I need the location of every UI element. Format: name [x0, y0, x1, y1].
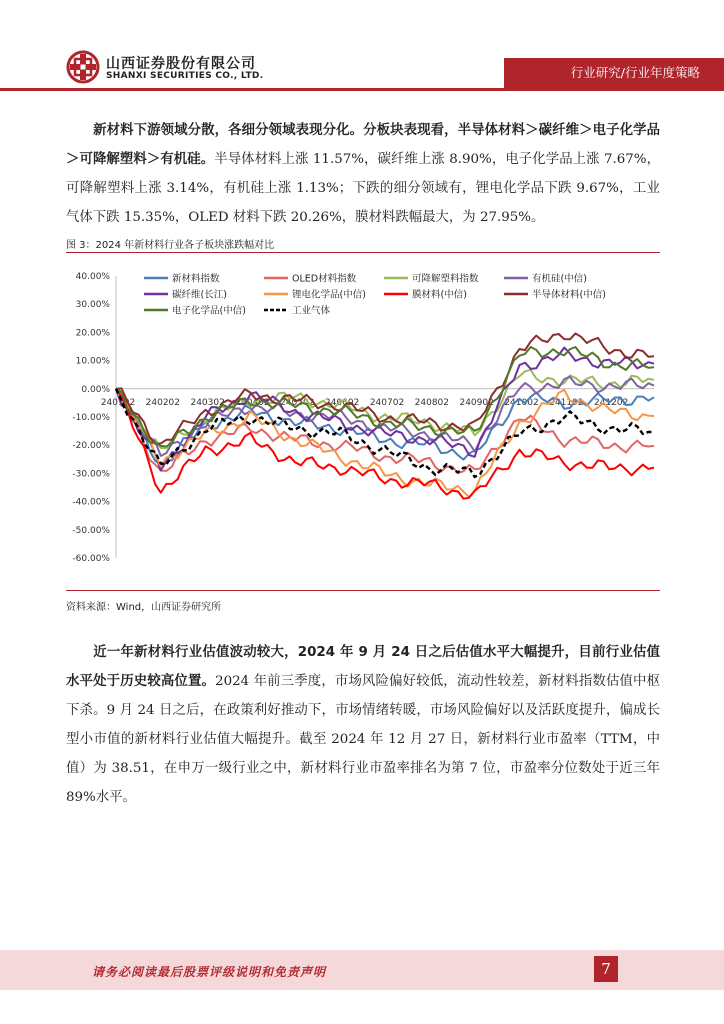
company-name-cn: 山西证券股份有限公司: [106, 56, 256, 72]
figure-top-rule: [66, 252, 660, 253]
legend-label: 膜材料(中信): [412, 289, 467, 301]
legend-label: 碳纤维(长江): [172, 289, 227, 301]
x-tick-label: 240402: [235, 397, 270, 408]
legend-label: 半导体材料(中信): [532, 289, 606, 301]
x-tick-label: 241002: [504, 397, 539, 408]
x-tick-label: 240802: [414, 397, 450, 408]
legend-label: OLED材料指数: [292, 273, 357, 285]
figure-title: 图 3：2024 年新材料行业各子板块涨跌幅对比: [66, 240, 275, 251]
y-tick-label: -50.00%: [72, 525, 110, 536]
chart-legend: [144, 273, 606, 317]
report-type-tag: 行业研究/行业年度策略: [504, 58, 724, 88]
x-tick-label: 240102: [100, 397, 136, 408]
legend-label: 可降解塑料指数: [412, 273, 479, 285]
x-tick-label: 241202: [593, 397, 629, 408]
x-tick-label: 240602: [324, 397, 360, 408]
paragraph-lead: 新材料下游领域分散，各细分领域表现分化。分板块表现看，半导体材料＞碳纤维＞电子化学品＞可降解塑料＞有机硅。: [66, 123, 660, 167]
y-tick-label: 0.00%: [81, 384, 110, 395]
chart-axes: [72, 272, 654, 564]
x-tick-label: 240702: [369, 397, 405, 408]
x-tick-label: 240202: [145, 397, 181, 408]
legend-label: 新材料指数: [172, 273, 220, 285]
x-tick-label: 240902: [459, 397, 494, 408]
paragraph-valuation: [66, 638, 660, 812]
y-tick-label: -10.00%: [72, 413, 110, 423]
x-tick-label: 241102: [549, 397, 584, 408]
company-name-en: SHANXI SECURITIES CO., LTD.: [106, 71, 264, 81]
paragraph-lead: 近一年新材料行业估值波动较大，2024 年 9 月 24 日之后估值水平大幅提升，目前行业估值水平处于历史较高位置。: [66, 645, 660, 689]
series-line: [116, 348, 654, 471]
company-logo-icon: [66, 50, 100, 84]
legend-label: 电子化学品(中信): [172, 305, 246, 317]
figure-source: 资料来源：Wind，山西证券研究所: [66, 602, 222, 613]
y-tick-label: 40.00%: [75, 272, 110, 282]
y-tick-label: -40.00%: [72, 497, 110, 508]
page-number: 7: [594, 956, 618, 982]
y-tick-label: 10.00%: [75, 356, 110, 367]
chart-series-lines: [116, 334, 654, 499]
y-tick-label: -30.00%: [72, 469, 110, 480]
paragraph-body: 2024 年前三季度，市场风险偏好较低，流动性较差，新材料指数估值中枢下杀。9 月 24 日之后，在政策利好推动下，市场情绪转暖，市场风险偏好以及活跃度提升，偏成长型小市值的新材料行业估值大幅提升。截至 2024 年 12 月 27 日，新材料行业市盈率（TTM，中值）为 38.51，在申万一级行业之中，新材料行业市盈率排名为第 7 位，市盈率分位数处于近三年 89%水平。: [66, 674, 660, 805]
sector-performance-chart: [66, 262, 660, 582]
page-header: [0, 0, 724, 92]
footer-disclaimer: 请务必阅读最后股票评级说明和免责声明: [92, 965, 327, 979]
x-tick-label: 240302: [190, 397, 225, 408]
x-tick-label: 240502: [280, 397, 315, 408]
paragraph-body: 半导体材料上涨 11.57%，碳纤维上涨 8.90%，电子化学品上涨 7.67%，可降解塑料上涨 3.14%，有机硅上涨 1.13%；下跌的细分领域有，锂电化学品下跌 9.67%，工业气体下跌 15.35%，OLED 材料下跌 20.26%，膜材料跌幅最大，为 27.95%。: [66, 152, 661, 225]
header-divider: [0, 88, 724, 91]
legend-label: 工业气体: [292, 305, 331, 317]
y-tick-label: 30.00%: [75, 300, 110, 311]
figure-bottom-rule: [66, 590, 660, 591]
legend-label: 有机硅(中信): [532, 273, 587, 285]
y-tick-label: -20.00%: [72, 441, 110, 452]
paragraph-sector-performance: [66, 116, 660, 232]
y-tick-label: 20.00%: [75, 328, 110, 339]
legend-label: 锂电化学品(中信): [292, 289, 366, 301]
y-tick-label: -60.00%: [72, 554, 110, 564]
